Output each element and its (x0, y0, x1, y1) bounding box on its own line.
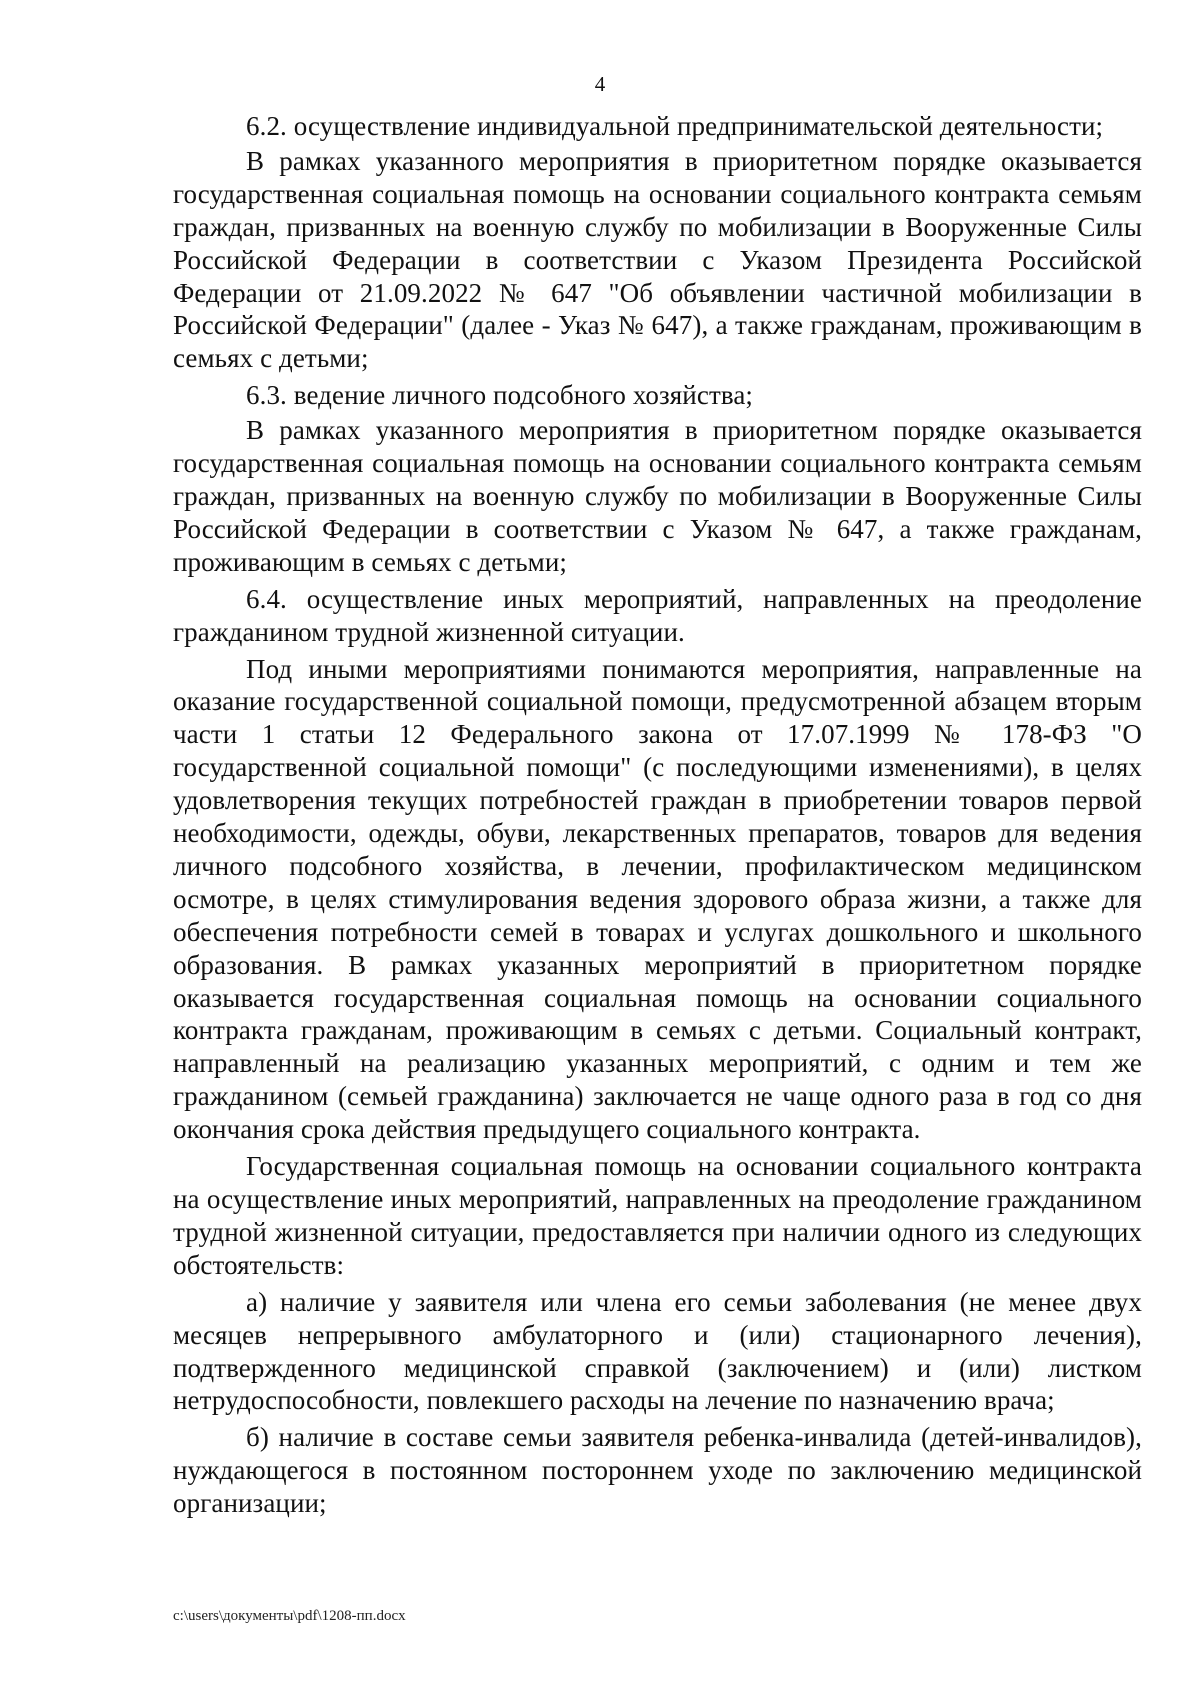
footer-file-path: c:\users\документы\pdf\1208-пп.docx (173, 1608, 406, 1624)
paragraph-conditions-intro: Государственная социальная помощь на основании социального контракта на осуществление иных мероприятий, направленных на преодоление гражданином трудной жизненной ситуации, предоставляется при наличии одного из следующих обстоятельств: (173, 1151, 1142, 1280)
paragraph-condition-a: а) наличие у заявителя или члена его семьи заболевания (не менее двух месяцев непрерывного амбулаторного и (или) стационарного лечения), подтвержденного медицинской справкой (заключением) и (или) листком нетрудоспособности, повлекшего расходы на лечение по назначению врача; (173, 1286, 1142, 1416)
paragraph-6-3-details: В рамках указанного мероприятия в приоритетном порядке оказывается государственная социальная помощь на основании социального контракта семьям граждан, призванных на военную службу по мобилизации в Вооруженные Силы Российской Федерации в соответствии с Указом № 647, а также гражданам, проживающим в семьях с детьми; (173, 415, 1142, 577)
paragraph-condition-b: б) наличие в составе семьи заявителя ребенка-инвалида (детей-инвалидов), нуждающегося в постоянном постороннем уходе по заключению медицинской организации; (173, 1422, 1142, 1519)
paragraph-6-2-details: В рамках указанного мероприятия в приоритетном порядке оказывается государственная социальная помощь на основании социального контракта семьям граждан, призванных на военную службу по мобилизации в Вооруженные Силы Российской Федерации в соответствии с Указом Президента Российской Федерации от 21.09.2022 № 647 "Об объявлении частичной мобилизации в Российской Федерации" (далее - Указ № 647), а также гражданам, проживающим в семьях с детьми; (173, 145, 1142, 374)
paragraph-6-2: 6.2. осуществление индивидуальной предпринимательской деятельности; (246, 111, 1104, 141)
page-number: 4 (594, 72, 606, 96)
paragraph-other-measures: Под иными мероприятиями понимаются мероприятия, направленные на оказание государственной социальной помощи, предусмотренной абзацем вторым части 1 статьи 12 Федерального закона от 17.07.1999 № 178-ФЗ "О государственной социальной помощи" (с последующими изменениями), в целях удовлетворения текущих потребностей граждан в приобретении товаров первой необходимости, одежды, обуви, лекарственных препаратов, товаров для ведения личного подсобного хозяйства, в лечении, профилактическом медицинском осмотре, в целях стимулирования ведения здорового образа жизни, а также для обеспечения потребности семей в товарах и услугах дошкольного и школьного образования. В рамках указанных мероприятий в приоритетном порядке оказывается государственная социальная помощь на основании социального контракта гражданам, проживающим в семьях с детьми. Социальный контракт, направленный на реализацию указанных мероприятий, с одним и тем же гражданином (семьей гражданина) заключается не чаще одного раза в год со дня окончания срока действия предыдущего социального контракта. (173, 653, 1142, 1145)
paragraph-6-4: 6.4. осуществление иных мероприятий, направленных на преодоление гражданином трудной жизненной ситуации. (173, 583, 1142, 647)
paragraph-6-3: 6.3. ведение личного подсобного хозяйства; (246, 380, 754, 411)
document-body (173, 110, 1142, 1524)
